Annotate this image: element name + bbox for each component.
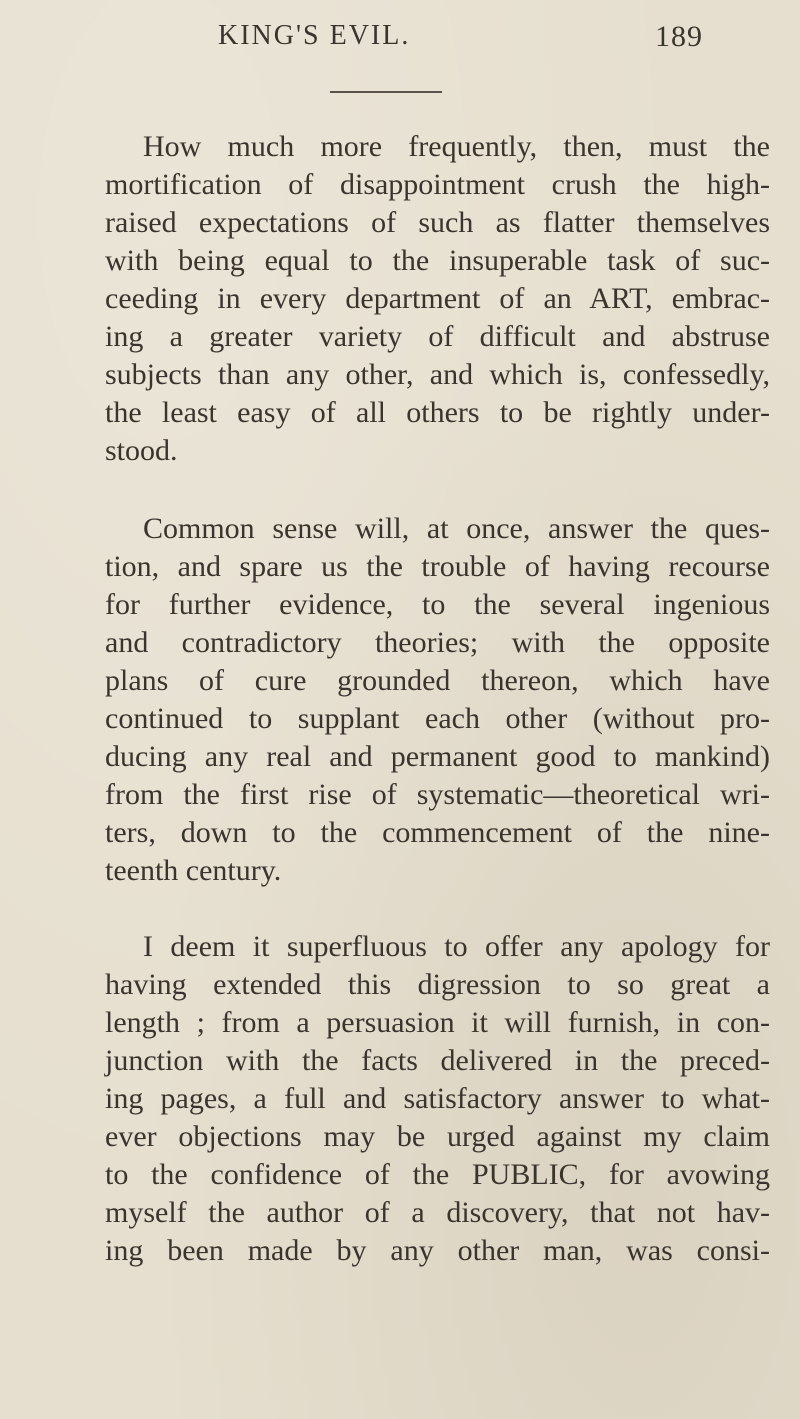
text-line: ing been made by any other man, was consi- — [105, 1234, 770, 1267]
text-line: teenth century. — [105, 854, 282, 887]
text-line: plans of cure grounded thereon, which have — [105, 664, 770, 697]
text-line: length ; from a persuasion it will furnish, in con- — [105, 1006, 770, 1039]
body-text — [105, 128, 770, 1308]
text-line: subjects than any other, and which is, confessedly, — [105, 358, 770, 391]
text-line: myself the author of a discovery, that not hav- — [105, 1196, 770, 1229]
text-line: with being equal to the insuperable task of suc- — [105, 244, 770, 277]
text-line: I deem it superfluous to offer any apology for — [143, 930, 770, 963]
text-line: the least easy of all others to be rightly under- — [105, 396, 770, 429]
text-line: junction with the facts delivered in the preced- — [105, 1044, 770, 1077]
text-line: to the confidence of the PUBLIC, for avowing — [105, 1158, 770, 1191]
text-line: ing pages, a full and satisfactory answer to what- — [105, 1082, 770, 1115]
page-number: 189 — [655, 20, 703, 53]
header-rule — [330, 91, 442, 93]
paragraph-2 — [105, 510, 770, 890]
text-line: ters, down to the commencement of the nine- — [105, 816, 770, 849]
text-line: from the first rise of systematic—theoretical wri- — [105, 778, 770, 811]
text-line: tion, and spare us the trouble of having recourse — [105, 550, 770, 583]
text-line: Common sense will, at once, answer the ques- — [143, 512, 770, 545]
text-line: and contradictory theories; with the opposite — [105, 626, 770, 659]
text-line: ever objections may be urged against my claim — [105, 1120, 770, 1153]
page-header — [0, 20, 800, 60]
text-line: raised expectations of such as flatter themselves — [105, 206, 770, 239]
text-line: ing a greater variety of difficult and abstruse — [105, 320, 770, 353]
running-head: KING'S EVIL. — [218, 20, 411, 51]
text-line: stood. — [105, 434, 178, 467]
text-line: ducing any real and permanent good to mankind) — [105, 740, 770, 773]
text-line: How much more frequently, then, must the — [143, 130, 770, 163]
text-line: mortification of disappointment crush the high- — [105, 168, 770, 201]
text-line: for further evidence, to the several ingenious — [105, 588, 770, 621]
text-line: having extended this digression to so great a — [105, 968, 770, 1001]
text-line: ceeding in every department of an ART, embrac- — [105, 282, 770, 315]
paragraph-3 — [105, 928, 770, 1270]
text-line: continued to supplant each other (without pro- — [105, 702, 770, 735]
paragraph-1 — [105, 128, 770, 470]
